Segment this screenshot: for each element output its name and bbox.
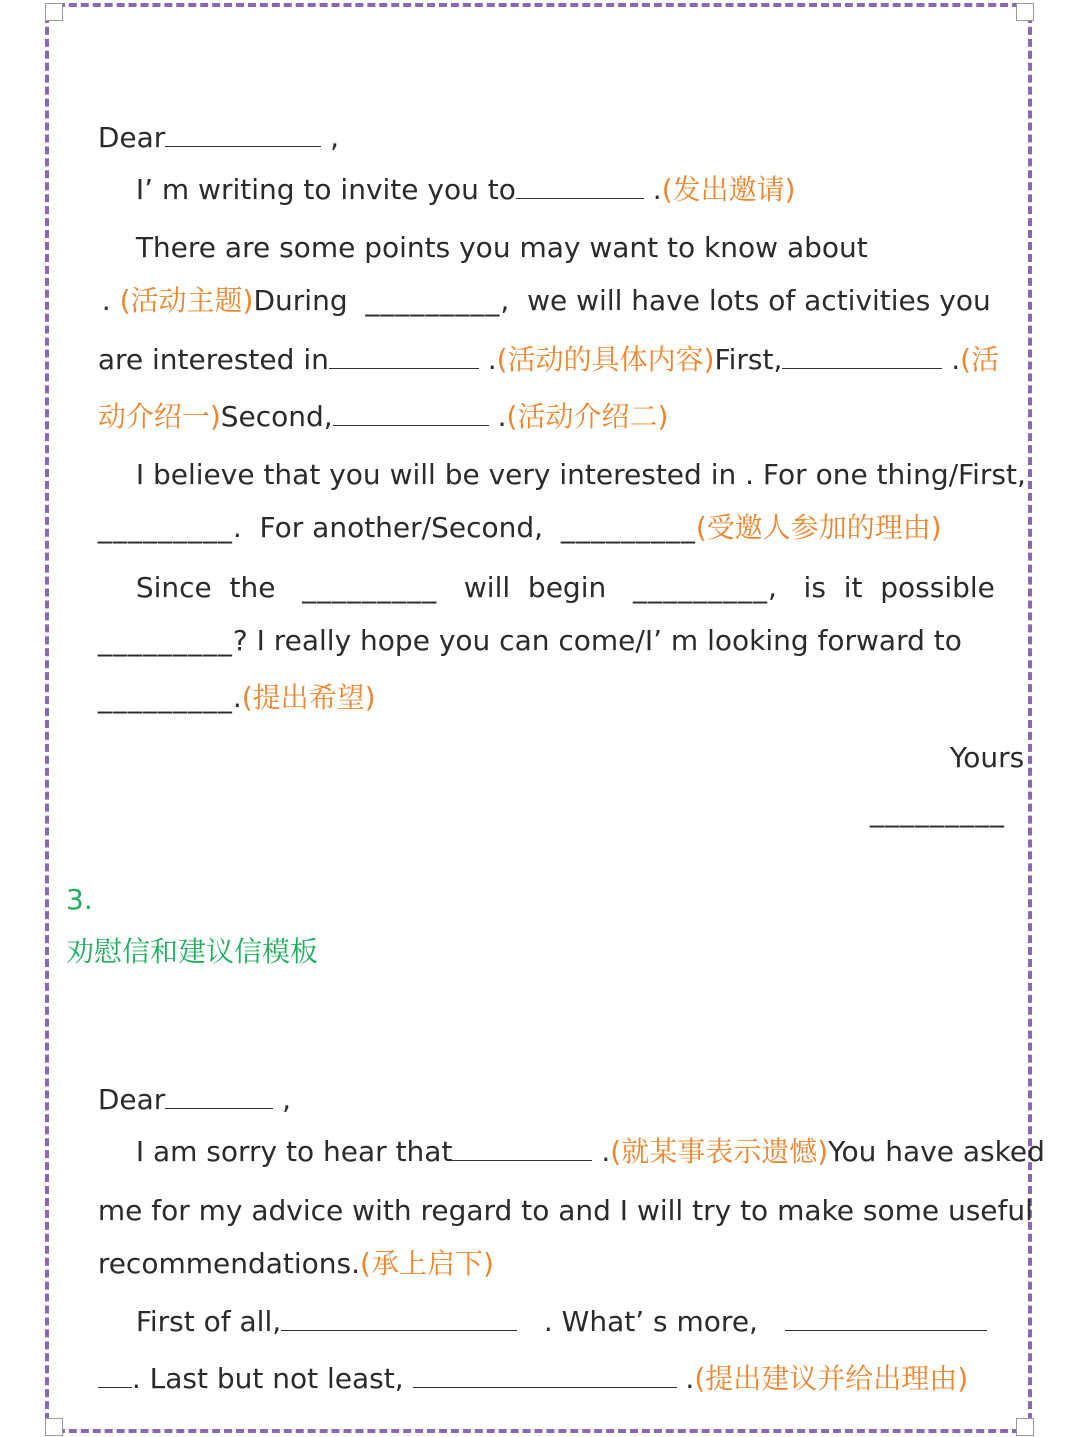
letter1-signature-blank: _________: [869, 795, 1005, 828]
letter1-hope-line: _________? I really hope you can come/I’ m looking forward to: [97, 624, 962, 657]
letter2-advice-line: me for my advice with regard to and I will try to make some useful: [97, 1194, 1033, 1227]
letter1-another-line: _________. For another/Second, _________(受邀人参加的理由): [97, 511, 942, 544]
letter1-interested-line: are interested in .(活动的具体内容)First, .(活: [97, 343, 1000, 376]
section-number: 3.: [66, 883, 93, 916]
letter1-believe-line: I believe that you will be very interested in . For one thing/First,: [135, 458, 1026, 491]
letter2-sorry-line: I am sorry to hear that .(就某事表示遗憾)You have asked: [135, 1135, 1045, 1168]
letter1-invite-line: I’ m writing to invite you to .(发出邀请): [135, 173, 796, 206]
letter1-since-line: Since the _________ will begin _________, is it possible: [135, 571, 995, 604]
note-invitation: (发出邀请): [661, 173, 796, 206]
corner-mark: [45, 3, 63, 21]
corner-mark: [1016, 1418, 1034, 1436]
corner-mark: [45, 1418, 63, 1436]
note-express-regret: (就某事表示遗憾): [610, 1135, 829, 1168]
note-activity-content: (活动的具体内容): [496, 343, 715, 376]
letter2-last-line: . Last but not least, .(提出建议并给出理由): [80, 1335, 968, 1393]
letter1-forward-line: _________.(提出希望): [97, 681, 376, 714]
letter2-recommendations-line: recommendations.(承上启下): [97, 1247, 494, 1280]
note-transition: (承上启下): [360, 1247, 494, 1280]
note-activity-theme: (活动主题): [119, 284, 254, 317]
letter2-salutation: Dear ,: [97, 1083, 292, 1116]
letter1-second-line: 动介绍一)Second, .(活动介绍二): [97, 400, 669, 433]
letter1-salutation: Dear ,: [97, 121, 340, 154]
corner-mark: [1016, 3, 1034, 21]
letter1-closing: Yours: [949, 741, 1025, 774]
note-invitee-reasons: (受邀人参加的理由): [695, 511, 942, 544]
letter1-during-line: . (活动主题)During _________, we will have lots of activities you: [101, 284, 991, 317]
note-express-hope: (提出希望): [241, 681, 376, 714]
note-activity-one: 动介绍一): [97, 400, 221, 433]
letter1-points-line: There are some points you may want to know about: [135, 231, 868, 264]
note-activity-two: (活动介绍二): [506, 400, 669, 433]
letter2-first-line: First of all, . What’ s more,: [118, 1278, 987, 1336]
section-title: 劝慰信和建议信模板: [66, 935, 319, 968]
note-suggestions-reasons: (提出建议并给出理由): [694, 1362, 969, 1395]
